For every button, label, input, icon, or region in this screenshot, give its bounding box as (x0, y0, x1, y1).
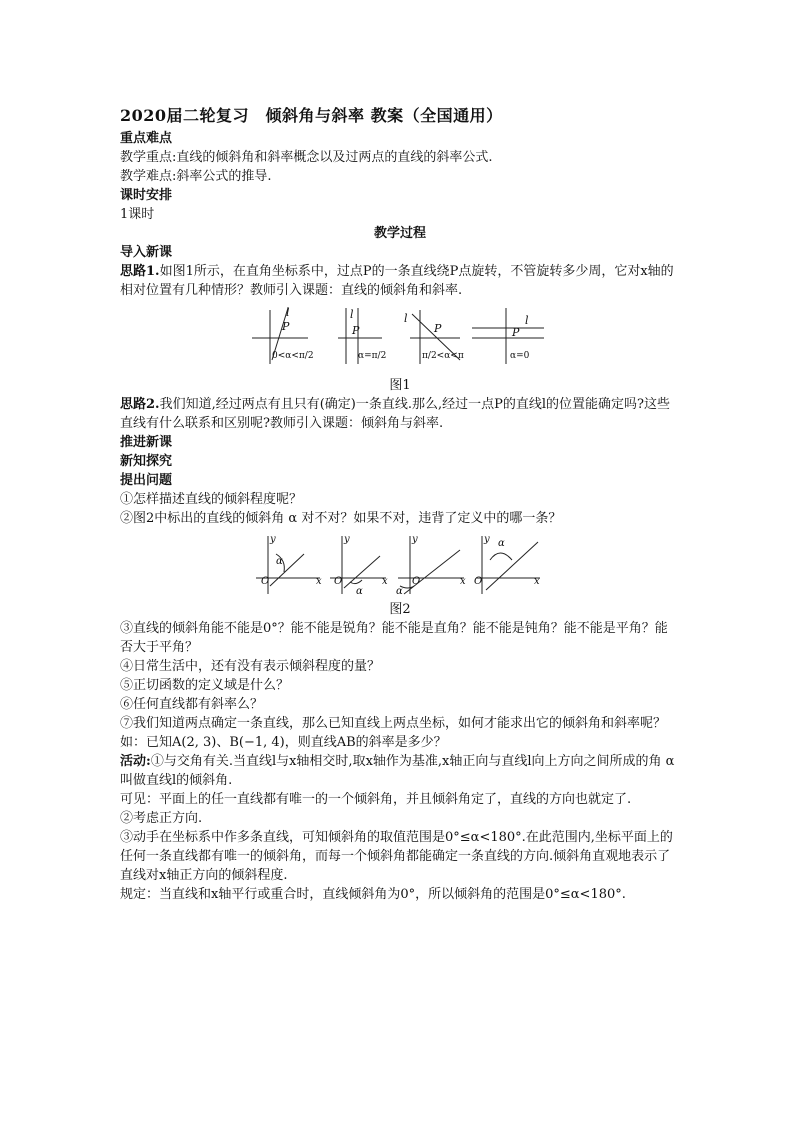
fig2-o-4: O (474, 576, 483, 587)
fig2-x-3: x (460, 576, 466, 587)
fig1-p-1: P (282, 320, 290, 333)
answer-3: ③动手在坐标系中作多条直线，可知倾斜角的取值范围是0°≤α<180°.在此范围内,坐标平面上的任何一条直线都有唯一的倾斜角，而每一个倾斜角都能确定一条直线的方向.倾斜角直观地表示了直线对x轴正方向的倾斜程度. (120, 830, 673, 883)
heading-process: 教学过程 (373, 226, 426, 241)
fig1-cond-2: α=π/2 (358, 351, 387, 361)
fig2-o-1: O (261, 576, 270, 587)
rule-text: 规定：当直线和x轴平行或重合时，直线倾斜角为0°，所以倾斜角的范围是0°≤α<180°. (120, 887, 626, 902)
fig1-l-4: l (525, 314, 529, 327)
fig2-y-1: y (270, 534, 276, 545)
fig1-p-4: P (512, 326, 520, 339)
figure-1-caption: 图1 (389, 378, 411, 393)
figure-1-svg (120, 304, 680, 374)
fig1-l-2: l (350, 308, 354, 321)
question-2: ②图2中标出的直线的倾斜角 α 对不对？如果不对，违背了定义中的哪一条？ (120, 511, 562, 526)
fig2-x-2: x (382, 576, 388, 587)
idea1-label: 思路1. (120, 264, 160, 279)
fig2-alpha-4: α (498, 538, 505, 549)
heading-key-difficulty: 重点难点 (120, 131, 173, 146)
fig2-o-2: O (334, 576, 343, 587)
activity-text: ①与交角有关.当直线l与x轴相交时,取x轴作为基准,x轴正向与直线l向上方向之间所成的角 α 叫做直线l的倾斜角. (120, 754, 675, 788)
fig1-p-3: P (434, 322, 442, 335)
fig2-y-2: y (344, 534, 350, 545)
fig2-alpha-2: α (356, 586, 363, 597)
fig2-y-4: y (484, 534, 490, 545)
heading-intro: 导入新课 (120, 245, 173, 260)
idea2-paragraph (120, 395, 680, 433)
idea1-text: 如图1所示，在直角坐标系中，过点P的一条直线绕P点旋转，不管旋转多少周，它对x轴的相对位置有几种情形？教师引入课题：直线的倾斜角和斜率. (120, 264, 674, 298)
answer-2: ②考虑正方向. (120, 811, 203, 826)
fig2-y-3: y (412, 534, 418, 545)
document-title: 2020届二轮复习 倾斜角与斜率 教案（全国通用） (120, 106, 503, 125)
fig1-cond-1: 0<α<π/2 (272, 351, 314, 361)
fig2-x-1: x (316, 576, 322, 587)
fig2-alpha-1: α (276, 556, 283, 567)
fig1-cond-4: α=0 (510, 351, 530, 361)
heading-explore: 新知探究 (120, 454, 173, 469)
fig1-cond-3: π/2<α<π (422, 351, 464, 361)
heading-schedule: 课时安排 (120, 188, 173, 203)
document-page (120, 106, 680, 904)
fig1-l-1: l (286, 306, 290, 319)
question-6: ⑥任何直线都有斜率么？ (120, 697, 264, 712)
activity-label: 活动: (120, 754, 151, 769)
hours-text: 1课时 (120, 207, 155, 222)
visible-text: 可见：平面上的任一直线都有唯一的一个倾斜角，并且倾斜角定了，直线的方向也就定了. (120, 792, 632, 807)
idea1-paragraph (120, 262, 680, 300)
figure-2 (120, 532, 680, 598)
question-4: ④日常生活中，还有没有表示倾斜程度的量？ (120, 659, 381, 674)
fig2-alpha-3: α (396, 586, 403, 597)
difficulty-text: 教学难点:斜率公式的推导. (120, 169, 272, 184)
idea2-label: 思路2. (120, 397, 160, 412)
question-5: ⑤正切函数的定义域是什么？ (120, 678, 290, 693)
question-3: ③直线的倾斜角能不能是0°？能不能是锐角？能不能是直角？能不能是钝角？能不能是平角？能否大于平角？ (120, 621, 668, 655)
fig2-o-3: O (412, 576, 421, 587)
heading-ask: 提出问题 (120, 473, 173, 488)
key-point-text: 教学重点:直线的倾斜角和斜率概念以及过两点的直线的斜率公式. (120, 150, 493, 165)
fig1-l-3: l (404, 312, 408, 325)
fig1-p-2: P (352, 324, 360, 337)
activity-paragraph (120, 752, 680, 790)
question-1: ①怎样描述直线的倾斜程度呢？ (120, 492, 303, 507)
idea2-text: 我们知道,经过两点有且只有(确定)一条直线.那么,经过一点P的直线l的位置能确定吗?这些直线有什么联系和区别呢?教师引入课题：倾斜角与斜率. (120, 397, 670, 431)
fig2-x-4: x (534, 576, 540, 587)
figure-2-svg (120, 532, 680, 598)
heading-advance: 推进新课 (120, 435, 173, 450)
figure-1 (120, 304, 680, 374)
question-7: ⑦我们知道两点确定一条直线，那么已知直线上两点坐标，如何才能求出它的倾斜角和斜率呢？如：已知A(2, 3)、B(−1, 4)，则直线AB的斜率是多少？ (120, 716, 667, 750)
figure-2-caption: 图2 (389, 602, 411, 617)
